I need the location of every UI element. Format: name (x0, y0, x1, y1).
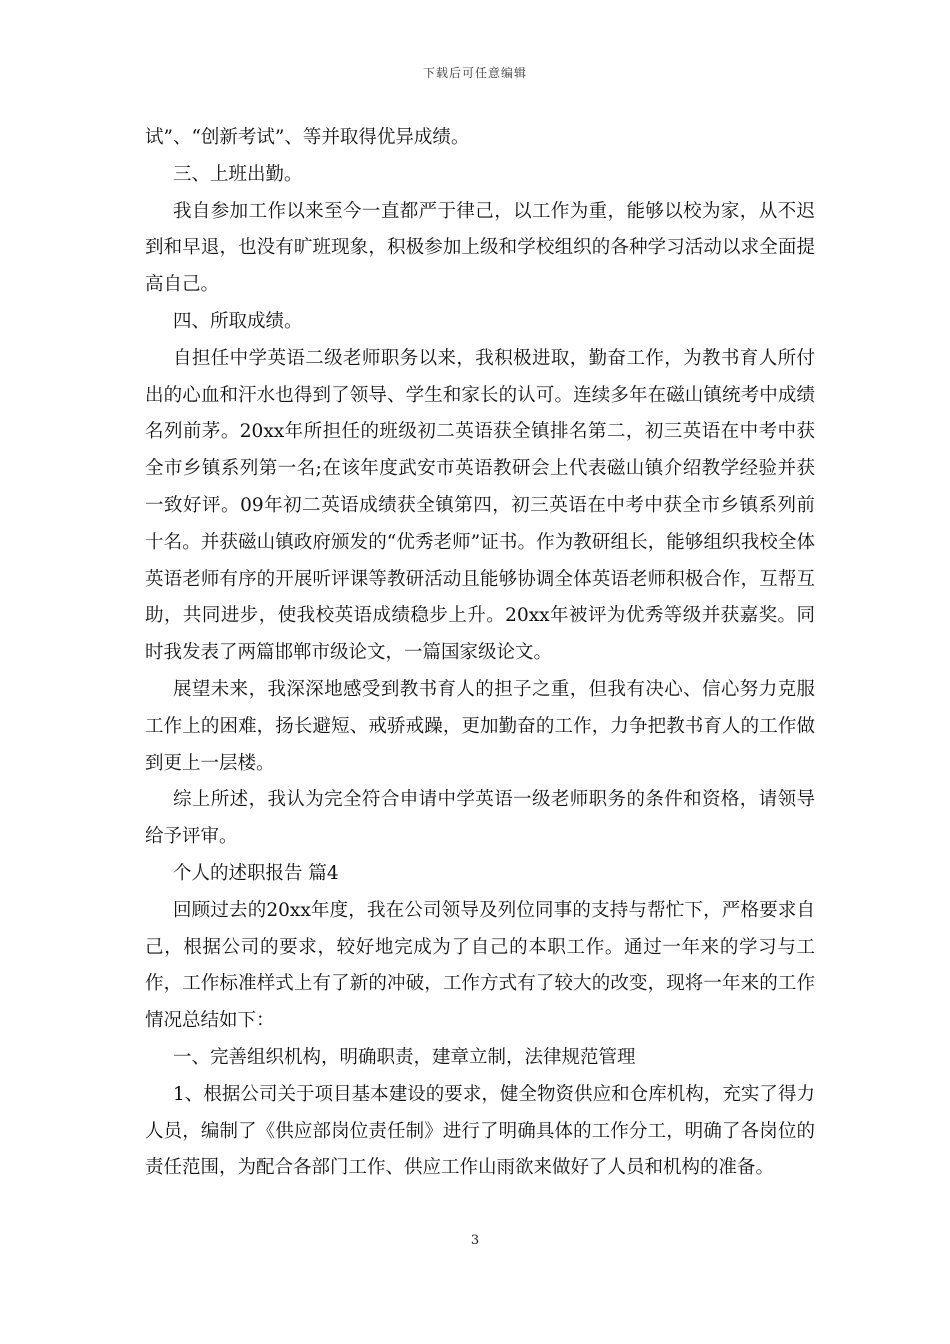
page-number: 3 (470, 1233, 480, 1248)
document-body (145, 120, 815, 1187)
paragraph: 1、根据公司关于项目基本建设的要求，健全物资供应和仓库机构，充实了得力人员，编制了《供应部岗位责任制》进行了明确具体的工作分工，明确了各岗位的责任范围，为配合各部门工作、供应工作山雨欲来做好了人员和机构的准备。 (145, 1083, 815, 1179)
section-heading: 四、所取成绩。 (173, 310, 303, 332)
report-title: 个人的述职报告 篇4 (173, 862, 339, 884)
section-heading: 三、上班出勤。 (173, 163, 303, 185)
section-heading: 一、完善组织机构，明确职责，建章立制，法律规范管理 (173, 1046, 636, 1068)
paragraph: 展望未来，我深深地感受到教书育人的担子之重，但我有决心、信心努力克服工作上的困难，扬长避短、戒骄戒躁，更加勤奋的工作，力争把教书育人的工作做到更上一层楼。 (145, 678, 815, 774)
page-header: 下载后可任意编辑 (422, 66, 527, 80)
paragraph: 自担任中学英语二级老师职务以来，我积极进取，勤奋工作，为教书育人所付出的心血和汗水也得到了领导、学生和家长的认可。连续多年在磁山镇统考中成绩名列前茅。20xx年所担任的班级初二英语获全镇排名第二，初三英语在中考中获全市乡镇系列第一名;在该年度武安市英语教研会上代表磁山镇介绍教学经验并获一致好评。09年初二英语成绩获全镇第四，初三英语在中考中获全市乡镇系列前十名。并获磁山镇政府颁发的“优秀老师”证书。作为教研组长，能够组织我校全体英语老师有序的开展听评课等教研活动且能够协调全体英语老师积极合作，互帮互助，共同进步，使我校英语成绩稳步上升。20xx年被评为优秀等级并获嘉奖。同时我发表了两篇邯郸市级论文，一篇国家级论文。 (145, 347, 815, 664)
paragraph: 我自参加工作以来至今一直都严于律己，以工作为重，能够以校为家，从不迟到和早退，也没有旷班现象，积极参加上级和学校组织的各种学习活动以求全面提高自己。 (145, 200, 815, 296)
paragraph: 综上所述，我认为完全符合申请中学英语一级老师职务的条件和资格，请领导给予评审。 (145, 789, 815, 848)
paragraph: 试”、“创新考试”、等并取得优异成绩。 (145, 127, 470, 148)
paragraph: 回顾过去的20xx年度，我在公司领导及列位同事的支持与帮忙下，严格要求自己，根据公司的要求，较好地完成为了自己的本职工作。通过一年来的学习与工作，工作标准样式上有了新的冲破，工作方式有了较大的改变，现将一年来的工作情况总结如下： (145, 899, 815, 1032)
